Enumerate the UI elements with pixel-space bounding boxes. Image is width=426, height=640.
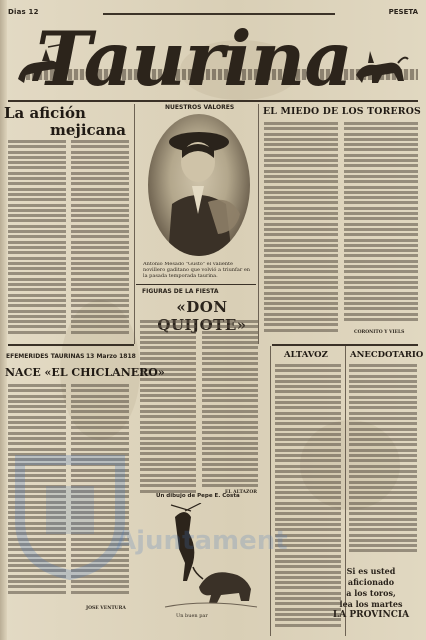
promo-line4: LA PROVINCIA [332, 610, 410, 620]
altavoz-title: ALTAVOZ [284, 350, 328, 360]
promo-line3: lea los martes [339, 599, 403, 609]
masthead-title: Taurina [36, 15, 352, 103]
promo-line1: Si es usted aficionado [346, 566, 396, 587]
efemerides-kicker: EFEMERIDES TAURINAS [6, 353, 85, 360]
efemerides-rule [8, 344, 134, 346]
column-rule [270, 346, 271, 636]
price-label: PESETA [388, 8, 418, 16]
drawing-caption: Un dibujo de Pepe E. Costa [156, 493, 240, 499]
anecdotario-body [349, 364, 417, 560]
archive-watermark [8, 410, 288, 640]
efemerides-signature: JOSE VENTURA [86, 606, 126, 611]
aficion-title-line1: La afición [4, 104, 86, 122]
aficion-body-col1 [8, 140, 66, 340]
right-section-rule [272, 344, 418, 346]
valores-caption: Antonio Mesado "Gusto" el valiente novillero gaditano que volvió a triunfar en la pasada temporada taurina. [143, 262, 251, 279]
column-rule [134, 104, 135, 344]
page-edge [0, 0, 7, 640]
watermark-text: Ajuntament [116, 526, 288, 556]
bullfighter-photo-icon [148, 114, 250, 256]
miedo-body-col2 [344, 122, 418, 326]
section-label: Dias 12 [8, 8, 39, 16]
aficion-body-col2 [71, 140, 129, 340]
aficion-title-line2: mejicana [50, 121, 127, 139]
miedo-title: EL MIEDO DE LOS TOREROS [263, 106, 421, 117]
quijote-top-rule [136, 284, 256, 285]
masthead [18, 15, 418, 103]
watermark-seal-icon [10, 450, 130, 580]
miedo-body-col1 [264, 122, 338, 334]
quijote-title: «DON [176, 298, 228, 316]
quijote-kicker: FIGURAS DE LA FIESTA [142, 288, 219, 295]
bull-scene-icon [348, 41, 410, 89]
quijote-signature: EL ALTAZOR [225, 490, 257, 495]
promo-box [323, 566, 419, 621]
valores-kicker: NUESTROS VALORES [165, 104, 235, 111]
bullfighter-portrait [148, 114, 250, 256]
masthead-rule [8, 100, 418, 102]
anecdotario-title: ANECDOTARIO [350, 350, 424, 360]
miedo-signature: CORONITO Y VIELS [354, 330, 405, 335]
drawing-subcaption: Un buen par [176, 613, 208, 619]
promo-line2: a los toros, [346, 588, 396, 598]
efemerides-date: 13 Marzo 1818 [86, 353, 136, 360]
efemerides-title: NACE «EL CHICLANERO» [5, 366, 165, 379]
